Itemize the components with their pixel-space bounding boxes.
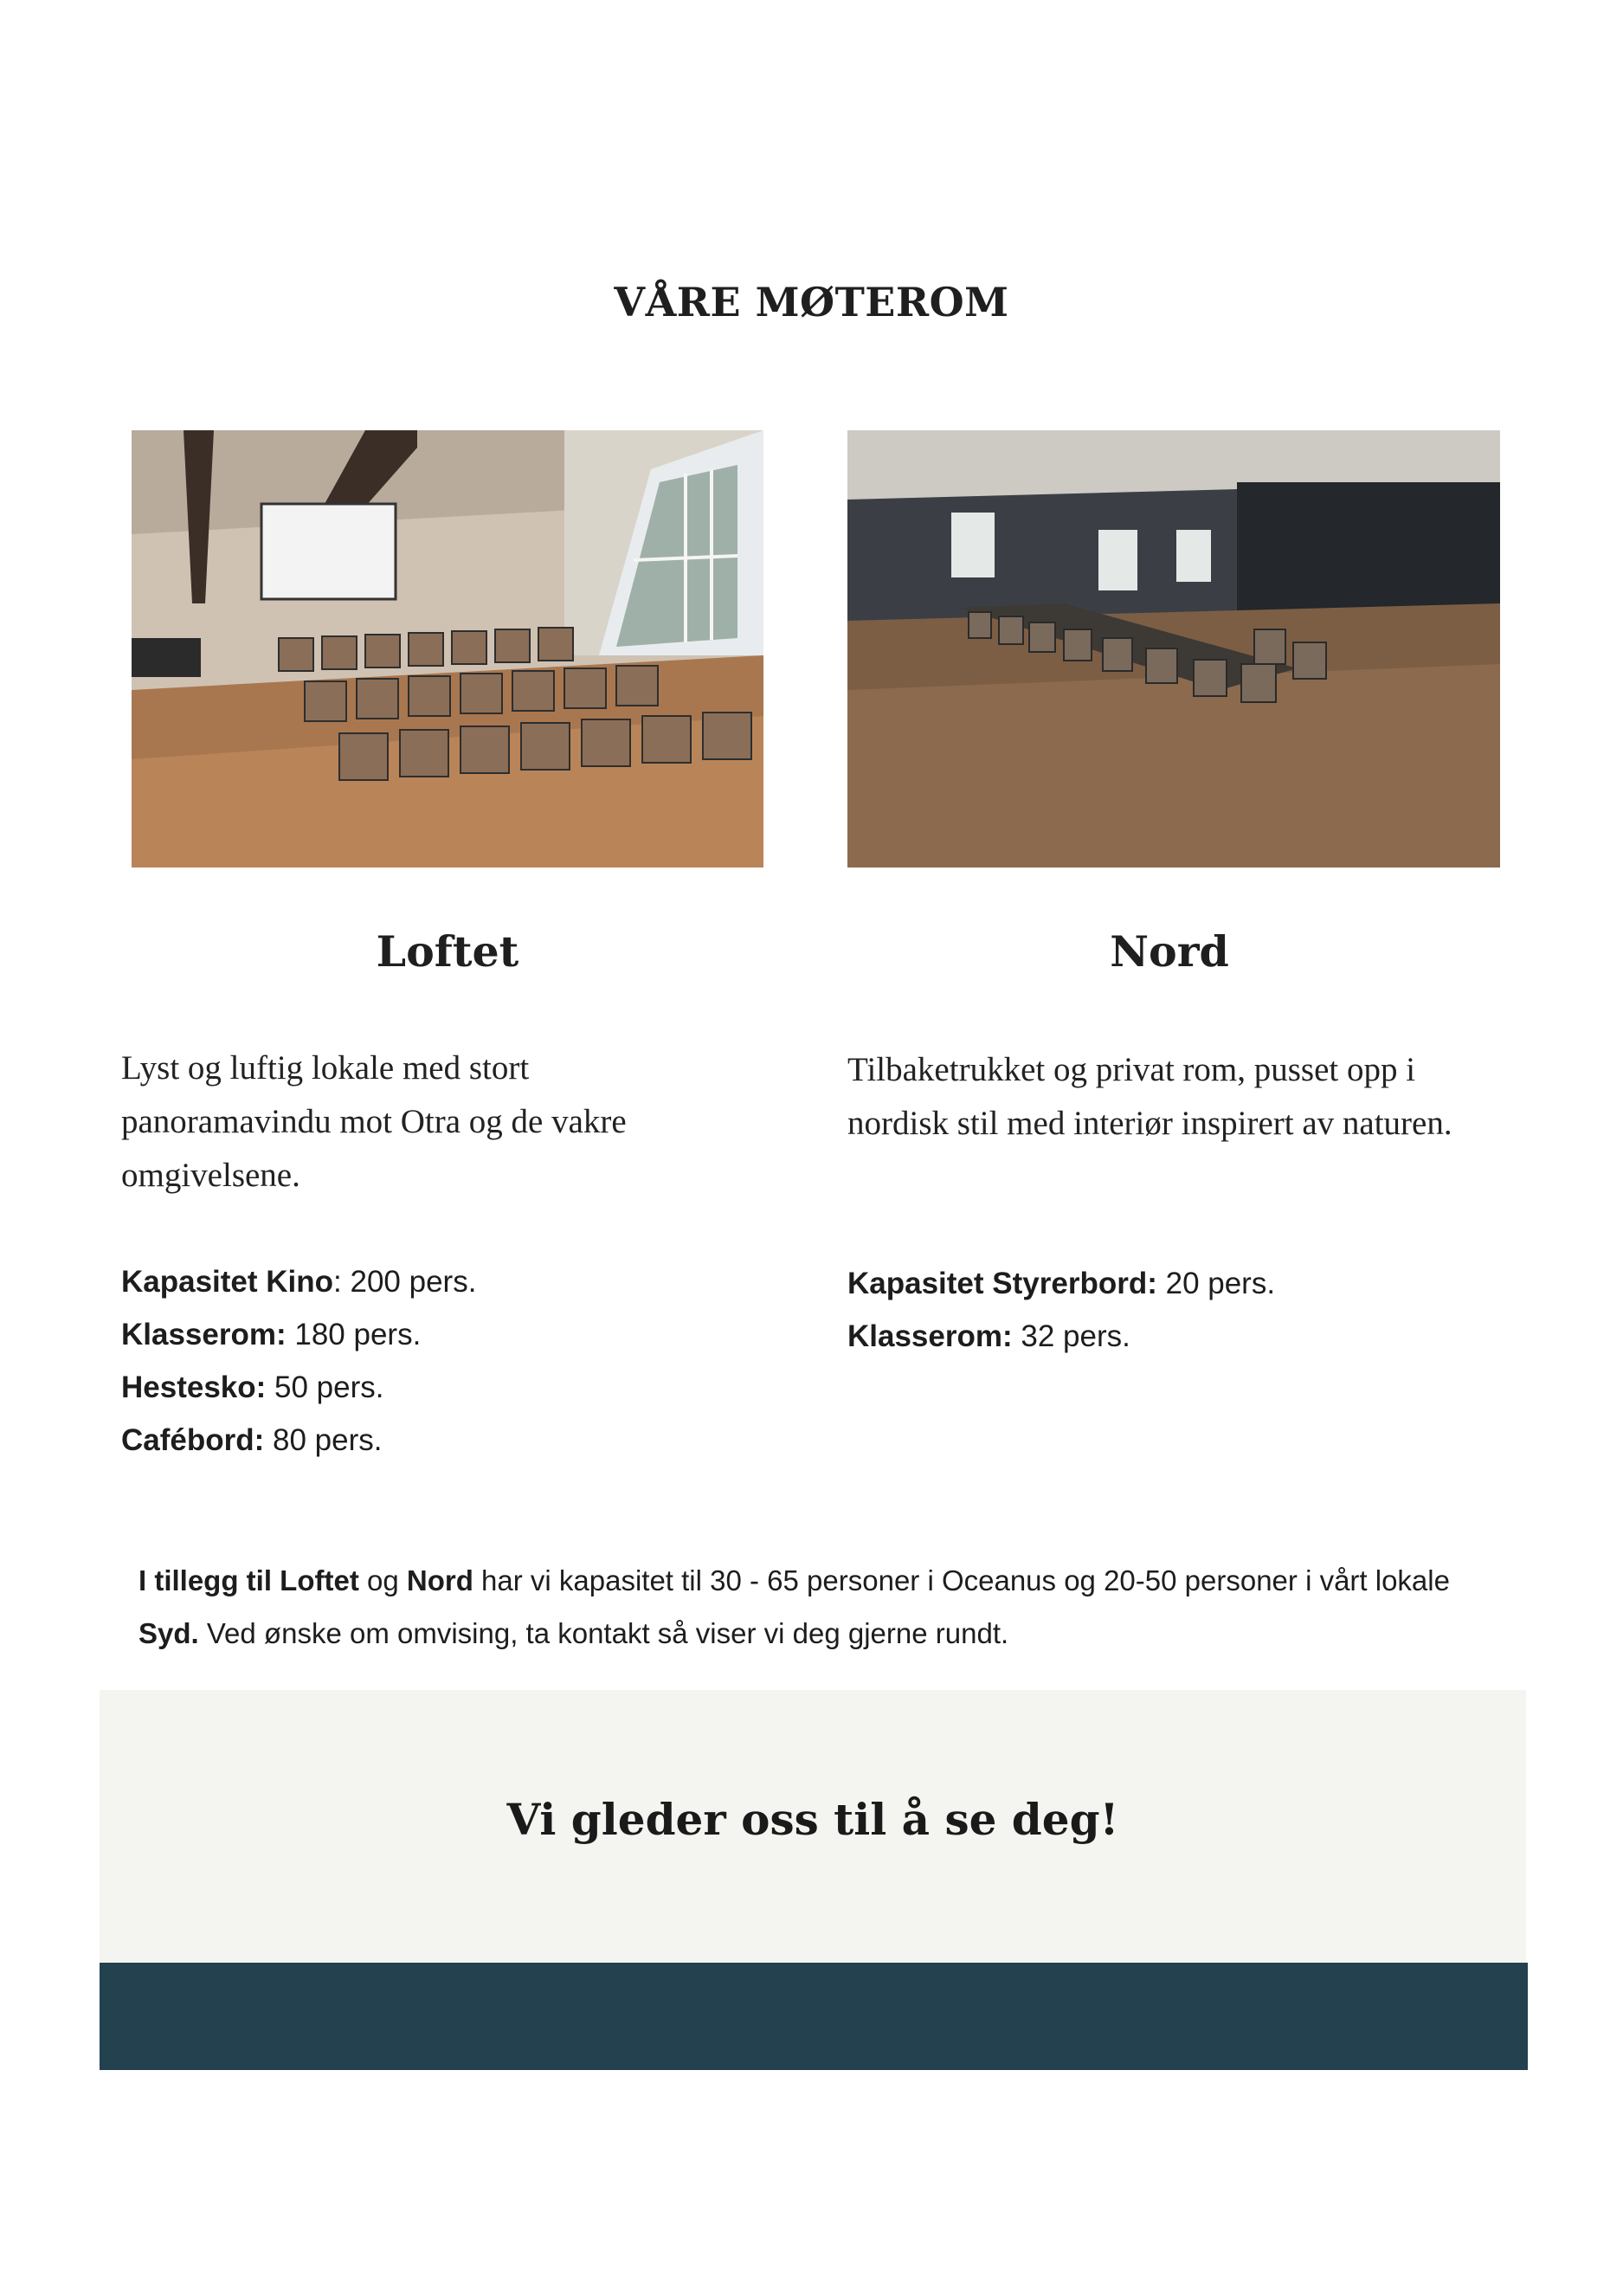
capacity-label: Kapasitet Styrerbord: <box>847 1267 1157 1300</box>
capacity-row <box>847 1257 1275 1310</box>
extra-syd: Syd. <box>138 1617 199 1649</box>
capacity-label: Klasserom: <box>121 1318 287 1351</box>
extra-text: Ved ønske om omvising, ta kontakt så viser vi deg gjerne rundt. <box>198 1617 1009 1649</box>
capacity-list-loftet <box>121 1255 476 1467</box>
capacity-value: 32 pers. <box>1012 1319 1130 1353</box>
capacity-value: 200 pers. <box>341 1265 477 1299</box>
room-description-nord: Tilbaketrukket og privat rom, pusset opp i nordisk stil med interiør inspirert av naturen. <box>847 1051 1452 1142</box>
extra-nord: Nord <box>406 1564 473 1596</box>
extra-text: har vi kapasitet til 30 - 65 personer i Oceanus og 20-50 personer i vårt lokale <box>473 1564 1450 1596</box>
capacity-label: Hestesko: <box>121 1371 267 1404</box>
footer-bar <box>100 1963 1528 2070</box>
capacity-row <box>121 1361 476 1414</box>
extra-bold-intro: I tillegg til <box>138 1564 280 1596</box>
capacity-label: Klasserom: <box>847 1319 1013 1353</box>
extra-loftet: Loftet <box>280 1564 359 1596</box>
loftet-photo <box>132 430 763 867</box>
capacity-label: Cafébord: <box>121 1423 265 1457</box>
nord-photo <box>847 430 1500 867</box>
greeting-band <box>100 1690 1526 1963</box>
capacity-row <box>847 1310 1275 1363</box>
room-description-loftet: Lyst og luftig lokale med stort panoramavindu mot Otra og de vakre omgivelsene. <box>121 1049 627 1194</box>
extra-text: og <box>358 1564 407 1596</box>
capacity-row <box>121 1255 476 1308</box>
capacity-row <box>121 1414 476 1467</box>
capacity-value: 80 pers. <box>264 1423 383 1457</box>
capacity-list-nord <box>847 1257 1275 1363</box>
room-title-nord: Nord <box>1110 926 1229 977</box>
capacity-value: 50 pers. <box>266 1371 384 1404</box>
capacity-value: 20 pers. <box>1156 1267 1276 1300</box>
capacity-value: 180 pers. <box>286 1318 422 1351</box>
capacity-row <box>121 1308 476 1361</box>
additional-info-paragraph <box>138 1554 1489 1660</box>
page-title: VÅRE MØTEROM <box>614 279 1009 326</box>
capacity-separator: : <box>333 1265 342 1299</box>
greeting-text: Vi gleder oss til å se deg! <box>506 1794 1119 1845</box>
capacity-label: Kapasitet Kino <box>121 1265 334 1299</box>
room-title-loftet: Loftet <box>376 926 519 977</box>
